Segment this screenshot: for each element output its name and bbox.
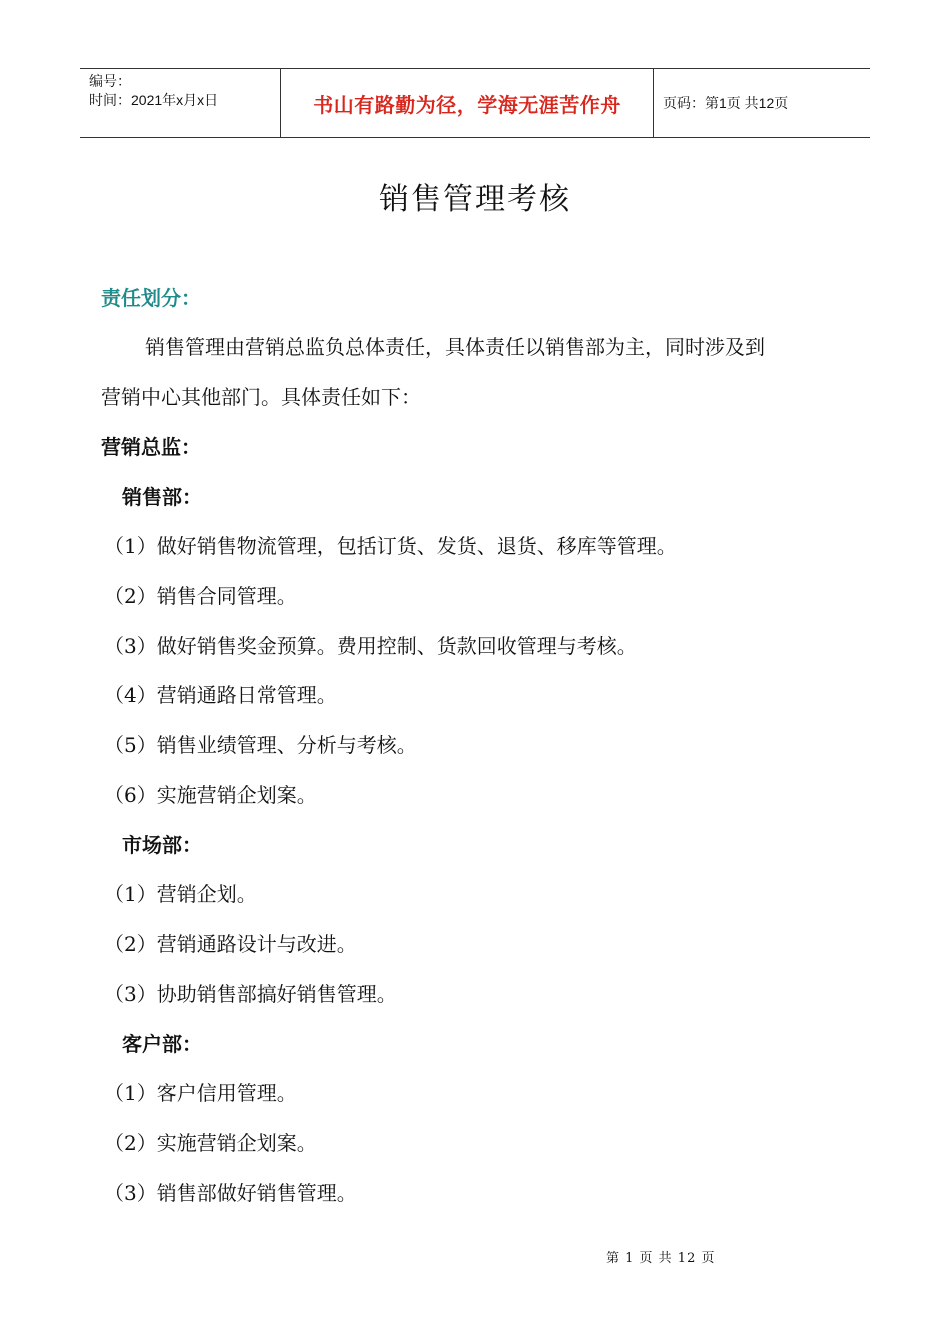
- list-item: （4）营销通路日常管理。: [104, 683, 337, 707]
- page-footer: 第 1 页 共 12 页: [606, 1251, 716, 1266]
- list-item: （3）协助销售部搞好销售管理。: [104, 982, 397, 1006]
- list-item: （6）实施营销企划案。: [104, 783, 317, 807]
- section-heading: 责任划分：: [101, 286, 201, 310]
- list-item: （2）营销通路设计与改进。: [104, 932, 357, 956]
- list-item: （1）客户信用管理。: [104, 1081, 297, 1105]
- code-label: 编号：: [89, 73, 131, 89]
- dept-market: 市场部：: [122, 833, 202, 857]
- page-label: 页码：第1页 共12页: [663, 95, 789, 111]
- list-item: （1）营销企划。: [104, 882, 257, 906]
- list-item: （1）做好销售物流管理，包括订货、发货、退货、移库等管理。: [104, 534, 677, 558]
- list-item: （5）销售业绩管理、分析与考核。: [104, 733, 417, 757]
- motto: 书山有路勤为径，学海无涯苦作舟: [281, 69, 654, 137]
- time-label: 时间：2021年x月x日: [89, 92, 219, 108]
- dept-customer: 客户部：: [122, 1032, 202, 1056]
- dept-sales: 销售部：: [122, 485, 202, 509]
- header-table: [80, 68, 870, 138]
- header-meta: [80, 69, 281, 137]
- intro-line-2: 营销中心其他部门。具体责任如下：: [101, 385, 421, 409]
- list-item: （2）实施营销企划案。: [104, 1131, 317, 1155]
- list-item: （3）销售部做好销售管理。: [104, 1181, 357, 1205]
- director-label: 营销总监：: [101, 435, 201, 459]
- intro-line-1: 销售管理由营销总监负总体责任，具体责任以销售部为主，同时涉及到: [145, 335, 765, 359]
- list-item: （2）销售合同管理。: [104, 584, 297, 608]
- page-title: 销售管理考核: [379, 182, 571, 217]
- list-item: （3）做好销售奖金预算。费用控制、货款回收管理与考核。: [104, 634, 637, 658]
